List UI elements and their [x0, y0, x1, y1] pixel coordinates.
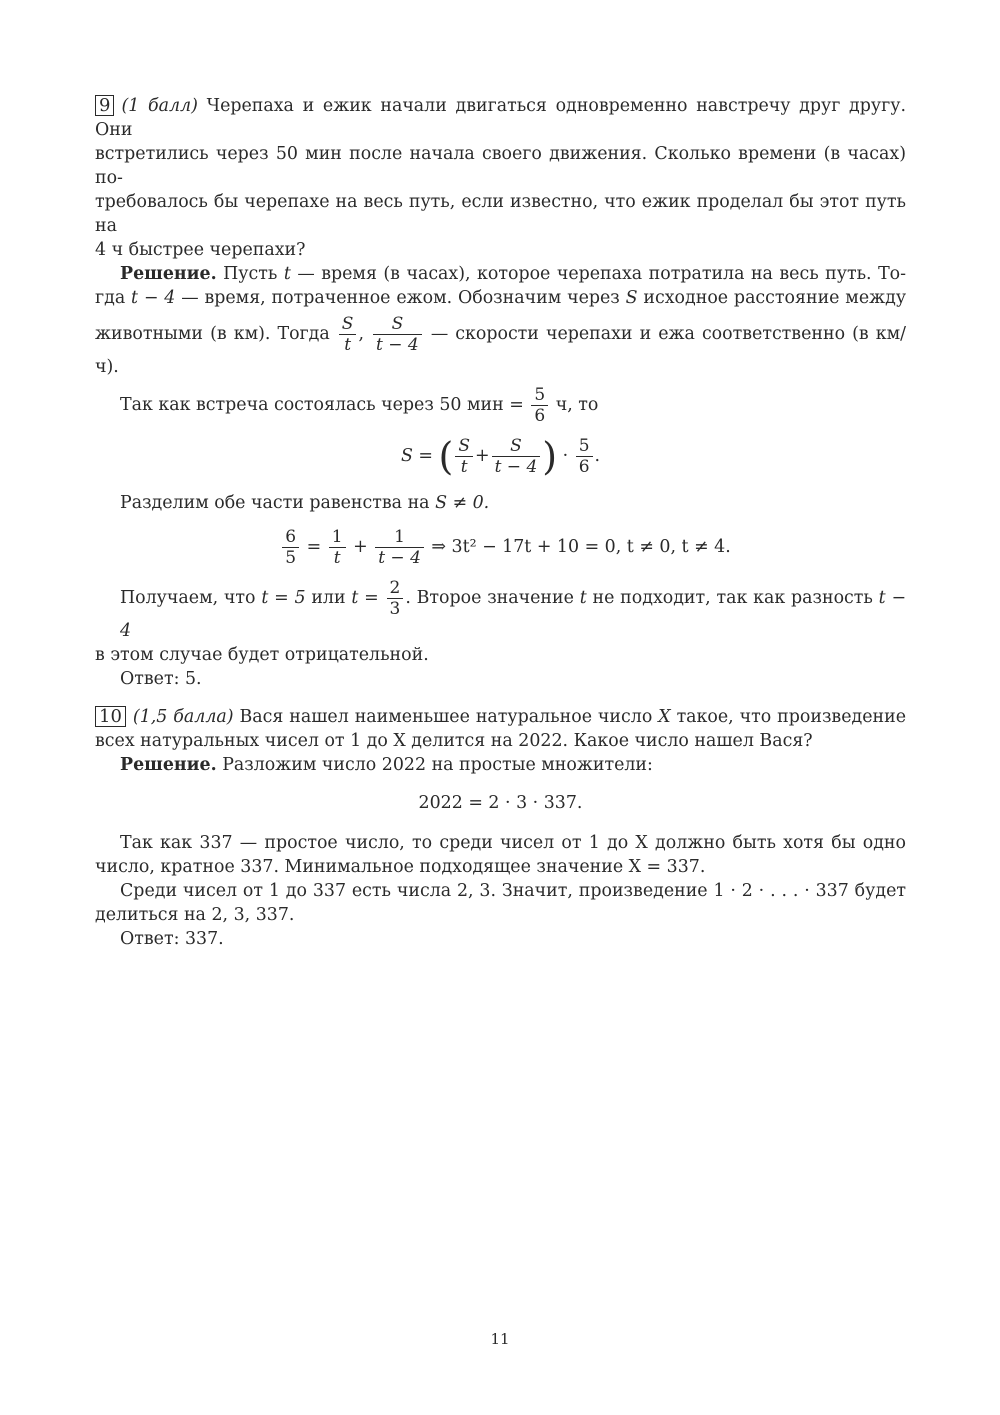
fraction-1-over-t: $\frac{1}{t}$ [329, 527, 346, 568]
solution-10-line: Так как 337 — простое число, то среди чисел от 1 до X должно быть хотя бы одно [120, 833, 906, 853]
math-t: t [579, 588, 587, 608]
fraction-S-over-t: $\frac{S}{t}$ [455, 436, 473, 477]
problem-10-text: Вася нашел наименьшее натуральное число [239, 707, 653, 727]
fraction-5-over-6: $\frac{5}{6}$ [576, 436, 593, 477]
solution-10-text: Разложим число 2022 на простые множители: [222, 755, 653, 775]
problem-10-text: такое, что произведение [676, 707, 906, 727]
problem-9-line-1: Черепаха и ежик начали двигаться одновременно навстречу друг другу. Они [95, 96, 906, 140]
quadratic-tail: ⇒ 3t² − 17t + 10 = 0, t ≠ 0, t ≠ 4. [431, 537, 731, 557]
problem-number-9: 9 [95, 95, 114, 116]
math-t-eq-5: t = 5 [261, 588, 306, 608]
paren-close: ) [542, 434, 558, 479]
problem-9-points: (1 балл) [121, 96, 198, 116]
equation-quadratic [95, 527, 906, 568]
solution-9-text: Так как встреча состоялась через 50 мин = [120, 395, 524, 415]
math-t-minus-4: t − 4 [131, 288, 176, 308]
factorization-equation: 2022 = 2 · 3 · 337. [418, 793, 583, 813]
math-t: t [283, 264, 291, 284]
solution-label: Решение. [120, 264, 217, 284]
dot: · [562, 446, 569, 466]
solution-9-text: или [311, 588, 346, 608]
meeting-time-line [95, 385, 906, 426]
paren-open: ( [438, 434, 454, 479]
solution-9-text: — время (в часах), которое черепаха потратила на весь путь. То- [297, 264, 907, 284]
problem-number-10: 10 [95, 706, 126, 727]
math-S-eq: S = [400, 446, 433, 466]
solution-10-line: делиться на 2, 3, 337. [95, 905, 295, 925]
solution-9-text: животными (в км). Тогда [95, 324, 330, 344]
math-t-minus-4: t − 4 [120, 588, 907, 641]
page-number: 11 [490, 1330, 510, 1348]
fraction-6-over-5: $\frac{6}{5}$ [282, 527, 299, 568]
problem-10-line-2: всех натуральных чисел от 1 до X делится на 2022. Какое число нашел Вася? [95, 731, 813, 751]
math-t-eq: t = [351, 588, 379, 608]
problem-9-line-2: встретились через 50 мин после начала своего движения. Сколько времени (в часах) по- [95, 144, 906, 188]
problem-10-answer: Ответ: 337. [120, 929, 224, 949]
problem-10-solution [95, 831, 906, 927]
fraction-S-over-t-minus-4: $\frac{S}{t - 4}$ [373, 314, 422, 355]
fraction-S-over-t: $\frac{S}{t}$ [339, 314, 357, 355]
problem-9-statement [95, 94, 906, 262]
period: . [594, 446, 601, 466]
solution-10-line: Среди чисел от 1 до 337 есть числа 2, 3. Значит, произведение 1 · 2 · . . . · 337 будет [120, 881, 906, 901]
equation-S [95, 436, 906, 477]
problem-9-line-3: требовалось бы черепахе на весь путь, если известно, что ежик проделал бы этот путь на [95, 192, 906, 236]
problem-9-answer: Ответ: 5. [120, 669, 202, 689]
comma: , [358, 324, 364, 344]
solution-9-text: — скорости черепахи и ежа соответственно (в км/ч). [95, 324, 906, 377]
plus: + [474, 446, 490, 466]
solution-9-text: исходное расстояние между [643, 288, 907, 308]
math-S-neq-0: S ≠ 0. [435, 493, 490, 513]
solution-10-line: число, кратное 337. Минимальное подходящее значение X = 337. [95, 857, 706, 877]
solution-9-text: гда [95, 288, 126, 308]
solution-9-text: в этом случае будет отрицательной. [95, 645, 429, 665]
solution-9-text: Получаем, что [120, 588, 256, 608]
solution-9-text: Пусть [223, 264, 278, 284]
plus: + [353, 537, 368, 557]
divide-line [95, 491, 906, 515]
solution-9-text: . Второе значение [405, 588, 574, 608]
speeds-line [95, 314, 906, 379]
math-S: S [625, 288, 638, 308]
equals: = [306, 537, 322, 557]
solution-9-text: Разделим обе части равенства на [120, 493, 430, 513]
solution-label: Решение. [120, 755, 217, 775]
problem-9-line-4: 4 ч быстрее черепахи? [95, 240, 306, 260]
fraction-5-over-6: $\frac{5}{6}$ [531, 385, 548, 426]
problem-10-statement [95, 705, 906, 753]
solution-9-text: не подходит, так как разность [592, 588, 873, 608]
fraction-2-over-3: $\frac{2}{3}$ [387, 578, 404, 619]
problem-9-solution [95, 262, 906, 426]
problem-10-solution-intro [95, 753, 906, 777]
fraction-1-over-t-minus-4: $\frac{1}{t - 4}$ [375, 527, 424, 568]
content [95, 94, 906, 951]
math-X: X [658, 707, 671, 727]
fraction-S-over-t-minus-4: $\frac{S}{t - 4}$ [492, 436, 541, 477]
solution-9-text: — время, потраченное ежом. Обозначим через [181, 288, 620, 308]
solution-9-text: ч, то [555, 395, 599, 415]
roots-block [95, 578, 906, 667]
problem-10-points: (1,5 балла) [132, 707, 234, 727]
